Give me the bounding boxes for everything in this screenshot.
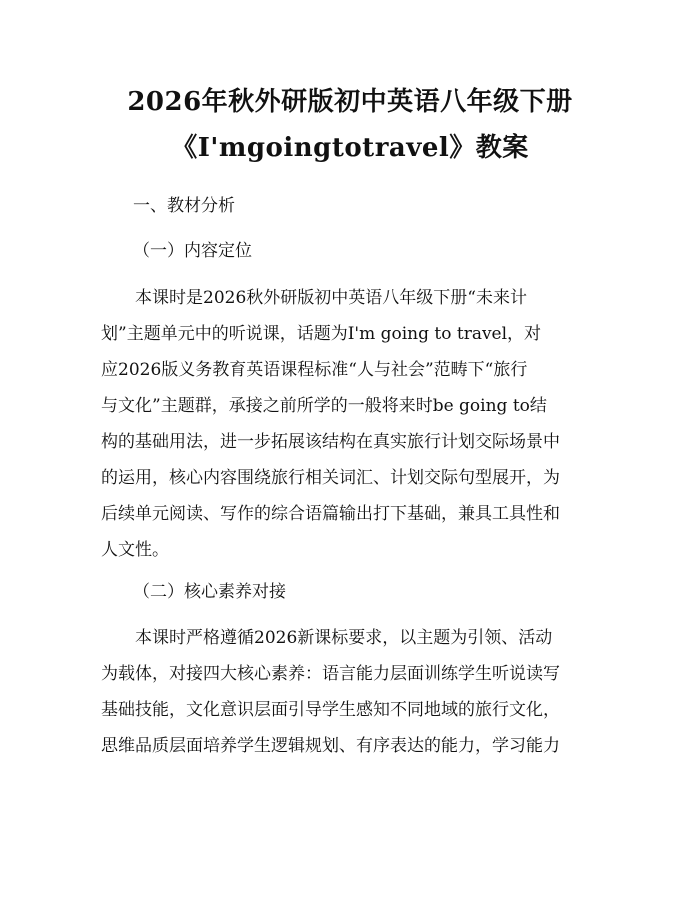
- paragraph-line: 思维品质层面培养学生逻辑规划、有序表达的能力，学习能力: [101, 736, 560, 756]
- section-heading-textbook-analysis: 一、教材分析: [133, 196, 235, 216]
- document-title-line-2: 《I'mgoingtotravel》教案: [171, 133, 529, 163]
- paragraph-line: 为载体，对接四大核心素养：语言能力层面训练学生听说读写: [101, 664, 560, 684]
- paragraph-line: 后续单元阅读、写作的综合语篇输出打下基础，兼具工具性和: [101, 504, 560, 524]
- paragraph-line: 本课时是2026秋外研版初中英语八年级下册“未来计: [135, 288, 527, 308]
- subsection-heading-content-positioning: （一）内容定位: [133, 241, 252, 261]
- paragraph-line: 的运用，核心内容围绕旅行相关词汇、计划交际句型展开，为: [101, 468, 560, 488]
- paragraph-line: 划”主题单元中的听说课，话题为I'm going to travel，对: [101, 324, 542, 344]
- paragraph-content-positioning: [101, 280, 601, 568]
- paragraph-line: 与文化”主题群，承接之前所学的一般将来时be going to结: [101, 396, 547, 416]
- paragraph-line: 应2026版义务教育英语课程标准“人与社会”范畴下“旅行: [101, 360, 528, 380]
- paragraph-line: 本课时严格遵循2026新课标要求，以主题为引领、活动: [135, 628, 553, 648]
- document-title-line-1: 2026年秋外研版初中英语八年级下册: [127, 87, 573, 117]
- paragraph-line: 人文性。: [101, 540, 169, 560]
- paragraph-core-competencies: [101, 620, 601, 764]
- paragraph-line: 基础技能，文化意识层面引导学生感知不同地域的旅行文化，: [101, 700, 560, 720]
- paragraph-line: 构的基础用法，进一步拓展该结构在真实旅行计划交际场景中: [101, 432, 560, 452]
- subsection-heading-core-competencies: （二）核心素养对接: [133, 582, 286, 602]
